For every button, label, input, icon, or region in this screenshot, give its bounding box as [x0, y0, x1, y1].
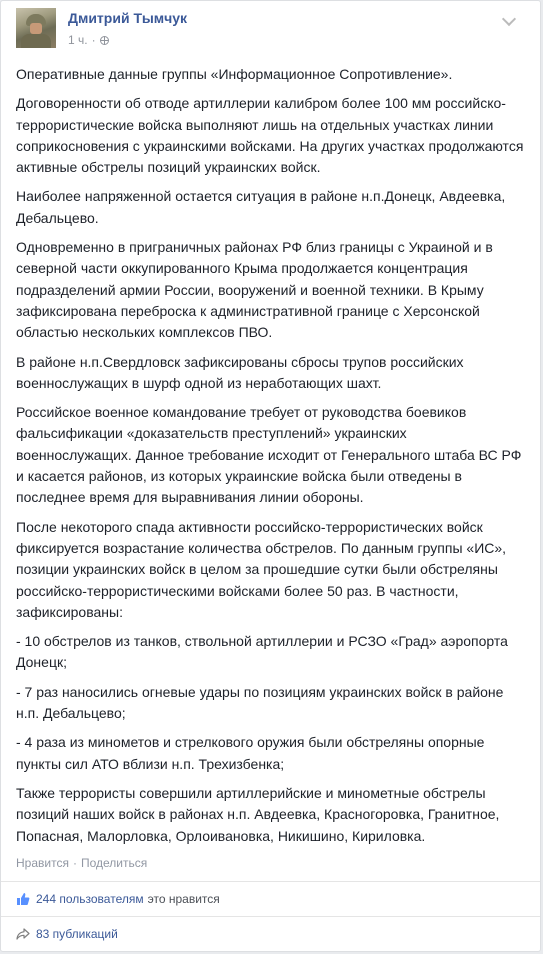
- meta-separator: ·: [91, 33, 96, 47]
- post-paragraph: Также террористы совершили артиллерийские и минометные обстрелы позиций наших войск в районах н.п. Авдеевка, Красногоровка, Гранитное, Попасная, Малорловка, Орлоивановка, Никишино, Кириловка.: [16, 784, 500, 844]
- avatar[interactable]: [16, 8, 56, 48]
- likes-count-link[interactable]: 244 пользователям: [36, 892, 144, 906]
- post-body: [16, 64, 526, 855]
- divider: [1, 916, 540, 917]
- post-paragraph: После некоторого спада активности российско-террористических войск фиксируется возрастание количества обстрелов. По данным группы «ИС», позиции украинских войск в целом за прошедшие сутки были обстреляны российско-террористическими войсками более 50 раз. В частности, зафиксированы:: [16, 518, 507, 620]
- post-meta: [68, 33, 109, 47]
- chevron-down-icon[interactable]: [502, 12, 516, 26]
- post-paragraph: - 4 раза из минометов и стрелкового оружия были обстреляны опорные пункты сил АТО вблизи н.п. Трехизбенка;: [16, 734, 485, 772]
- actions-separator: ·: [72, 856, 77, 870]
- post-paragraph: Наиболее напряженной остается ситуация в районе н.п.Донецк, Авдеевка, Дебальцево.: [16, 188, 506, 226]
- post-actions: [16, 856, 147, 870]
- thumbs-up-icon: [16, 892, 30, 906]
- likes-text: это нравится: [147, 892, 220, 906]
- likes-summary: [16, 892, 220, 906]
- post-paragraph: - 10 обстрелов из танков, ствольной артиллерии и РСЗО «Град» аэропорта Донецк;: [16, 633, 508, 671]
- post-paragraph: Российское военное командование требует от руководства боевиков фальсификации «доказательств преступлений» украинских военнослужащих. Данное требование исходит от Генерального штаба ВС РФ и касается районов, из которых украинские войска были отведены в последнее время для выравнивания линии обороны.: [16, 404, 522, 506]
- divider: [1, 881, 540, 882]
- share-link[interactable]: Поделиться: [80, 856, 148, 870]
- shares-summary: [16, 927, 118, 941]
- author-name[interactable]: Дмитрий Тымчук: [68, 10, 188, 26]
- post-paragraph: В районе н.п.Свердловск зафиксированы сбросы трупов российских военнослужащих в шурф одной из неработающих шахт.: [16, 353, 464, 391]
- post-paragraph: Договоренности об отводе артиллерии калибром более 100 мм российско-террористические войска выполняют лишь на отдельных участках линии соприкосновения с украинскими войсками. На других участках продолжаются активные обстрелы позиций украинских войск.: [16, 95, 524, 176]
- globe-icon[interactable]: [100, 36, 109, 45]
- post-time[interactable]: 1 ч.: [68, 33, 88, 47]
- shares-count-link[interactable]: 83 публикаций: [36, 927, 118, 941]
- share-arrow-icon: [16, 928, 30, 940]
- post-paragraph: - 7 раз наносились огневые удары по позициям украинских войск в районе н.п. Дебальцево;: [16, 683, 504, 722]
- post-paragraph: Одновременно в приграничных районах РФ близ границы с Украиной и в северной части оккупированного Крыма продолжается концентрация подразделений армии России, вооружений и военной техники. В Крыму зафиксирована переброска к административной границе с Херсонской областью нескольких комплексов ПВО.: [16, 239, 493, 341]
- post-paragraph: Оперативные данные группы «Информационное Сопротивление».: [16, 66, 453, 82]
- like-link[interactable]: Нравится: [16, 856, 69, 870]
- post-header: [16, 8, 526, 54]
